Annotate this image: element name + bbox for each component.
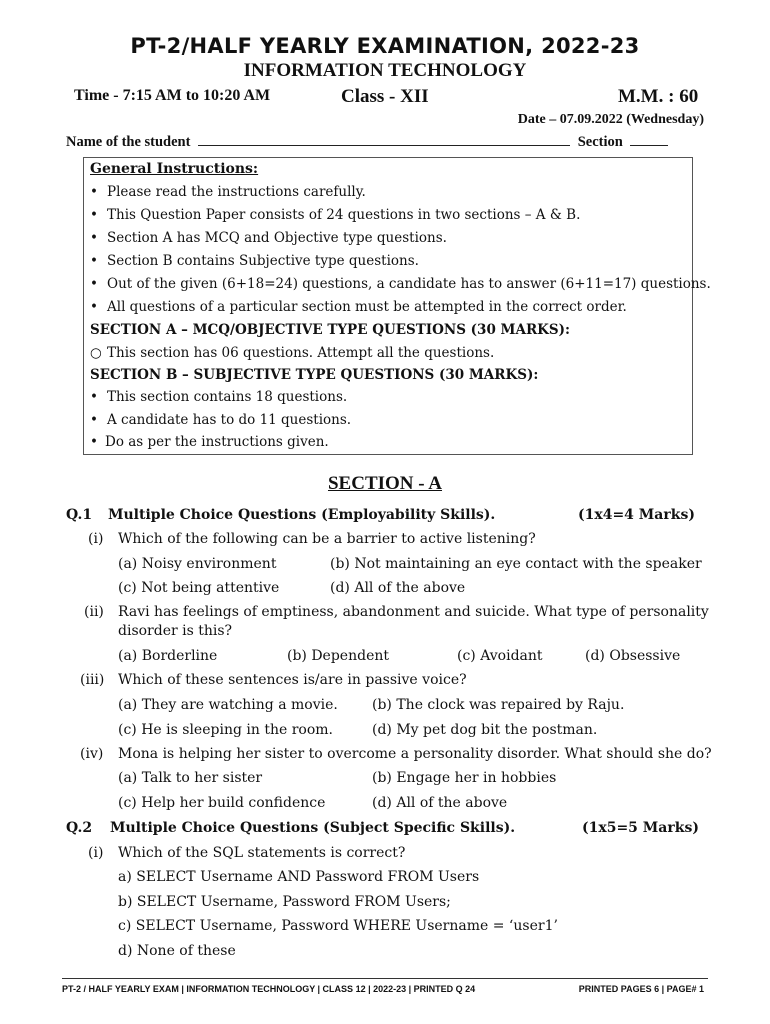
question-text: Which of the SQL statements is correct? <box>118 845 406 861</box>
footer-divider <box>62 978 708 979</box>
option: (a) They are watching a movie. <box>118 697 338 713</box>
option: a) SELECT Username AND Password FROM Users <box>118 869 480 885</box>
bullet-icon: • <box>90 389 98 405</box>
question-number: Q.2 <box>66 820 93 836</box>
question-text: Mona is helping her sister to overcome a personality disorder. What should she do? <box>118 746 712 762</box>
part-number: (i) <box>88 531 104 547</box>
student-name-row <box>66 133 668 151</box>
footer-left: PT-2 / HALF YEARLY EXAM | INFORMATION TECHNOLOGY | CLASS 12 | 2022-23 | PRINTED Q 24 <box>62 984 476 994</box>
part-number: (ii) <box>84 604 104 620</box>
part-number: (i) <box>88 845 104 861</box>
instruction-item: • Please read the instructions carefully. <box>90 184 366 200</box>
student-name-label: Name of the student <box>66 134 191 150</box>
exam-title: PT-2/HALF YEARLY EXAMINATION, 2022-23 <box>130 34 640 58</box>
question-marks: (1x5=5 Marks) <box>582 820 699 836</box>
instruction-item: • All questions of a particular section must be attempted in the correct order. <box>90 299 627 315</box>
option: (b) Engage her in hobbies <box>372 770 557 786</box>
option: (d) Obsessive <box>585 648 681 664</box>
part-number: (iv) <box>80 746 104 762</box>
option: (a) Borderline <box>118 648 218 664</box>
max-marks: M.M. : 60 <box>618 86 699 107</box>
question-title: Multiple Choice Questions (Subject Specific Skills). <box>110 820 516 836</box>
instruction-item: • Do as per the instructions given. <box>90 434 329 450</box>
option: (c) Not being attentive <box>118 580 280 596</box>
part-number: (iii) <box>80 672 105 688</box>
option: (a) Noisy environment <box>118 556 277 572</box>
footer-right: PRINTED PAGES 6 | PAGE# 1 <box>578 984 704 994</box>
option: (c) Avoidant <box>457 648 543 664</box>
bullet-icon: • <box>90 253 98 269</box>
option: (b) The clock was repaired by Raju. <box>372 697 625 713</box>
section-a-title: SECTION - A <box>327 473 443 494</box>
instruction-item: • Section B contains Subjective type questions. <box>90 253 419 269</box>
section-label: Section <box>577 134 623 150</box>
question-title: Multiple Choice Questions (Employability Skills). <box>108 507 496 523</box>
section-a-instructions-heading: SECTION A – MCQ/OBJECTIVE TYPE QUESTIONS (30 MARKS): <box>90 322 571 338</box>
instruction-text-prefix: This Question Paper consists of 24 questions in two sections – A & B. <box>107 207 581 223</box>
question-text: Ravi has feelings of emptiness, abandonment and suicide. What type of personality <box>118 604 709 620</box>
exam-class: Class - XII <box>341 86 429 107</box>
bullet-icon: • <box>90 276 98 292</box>
question-text-continued: disorder is this? <box>118 623 233 639</box>
subject-title: INFORMATION TECHNOLOGY <box>243 60 527 81</box>
option: b) SELECT Username, Password FROM Users; <box>118 894 451 910</box>
option: c) SELECT Username, Password WHERE Username = ‘user1’ <box>118 918 558 934</box>
option: (a) Talk to her sister <box>118 770 263 786</box>
instruction-item <box>90 207 580 223</box>
bullet-icon: • <box>90 207 98 223</box>
bullet-icon: • <box>90 299 98 315</box>
bullet-icon: • <box>90 184 98 200</box>
instruction-item: • Out of the given (6+18=24) questions, a candidate has to answer (6+11=17) questions. <box>90 276 711 292</box>
option: (d) My pet dog bit the postman. <box>372 722 598 738</box>
question-text: Which of these sentences is/are in passive voice? <box>118 672 467 688</box>
question-marks: (1x4=4 Marks) <box>578 507 695 523</box>
bullet-icon: • <box>90 230 98 246</box>
instruction-item: • A candidate has to do 11 questions. <box>90 412 352 428</box>
option: d) None of these <box>118 943 236 959</box>
question-text: Which of the following can be a barrier to active listening? <box>118 531 536 547</box>
option: (d) All of the above <box>330 580 466 596</box>
bullet-icon: • <box>90 434 98 450</box>
option: (c) Help her build confidence <box>118 795 326 811</box>
instruction-item: ○ This section has 06 questions. Attempt all the questions. <box>90 345 495 361</box>
option: (c) He is sleeping in the room. <box>118 722 333 738</box>
question-number: Q.1 <box>66 507 93 523</box>
bullet-icon: • <box>90 412 98 428</box>
exam-time: Time - 7:15 AM to 10:20 AM <box>74 87 271 104</box>
instruction-item: • This section contains 18 questions. <box>90 389 348 405</box>
option: (d) All of the above <box>372 795 508 811</box>
exam-date: Date – 07.09.2022 (Wednesday) <box>517 112 704 127</box>
instructions-heading: General Instructions: <box>90 161 259 177</box>
option: (b) Not maintaining an eye contact with the speaker <box>330 556 702 572</box>
option: (b) Dependent <box>287 648 389 664</box>
circle-bullet-icon: ○ <box>90 345 102 361</box>
section-field[interactable] <box>630 133 668 146</box>
section-b-instructions-heading: SECTION B – SUBJECTIVE TYPE QUESTIONS (30 MARKS): <box>90 367 539 383</box>
student-name-field[interactable] <box>198 133 570 146</box>
instruction-item: • Section A has MCQ and Objective type questions. <box>90 230 447 246</box>
